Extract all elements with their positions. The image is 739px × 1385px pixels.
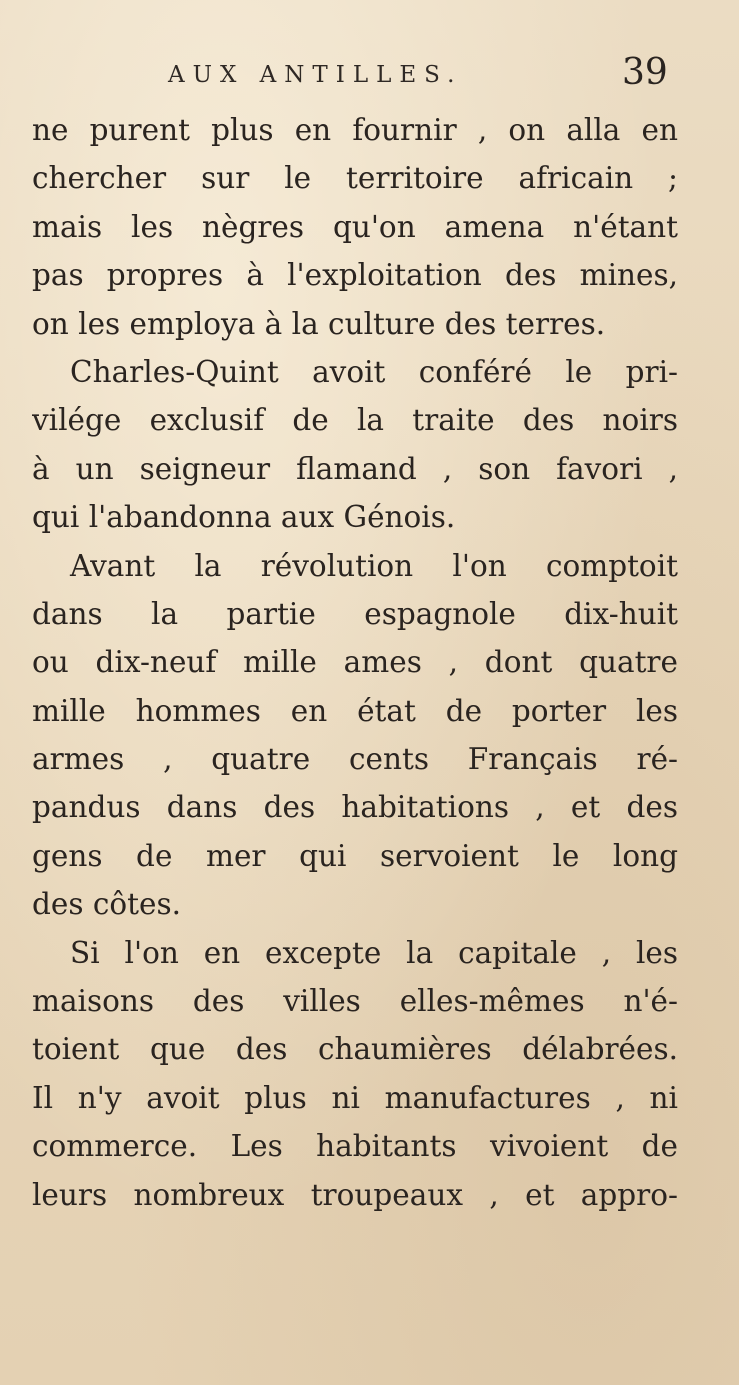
paragraph-start-line: Si l'on en excepte la capitale , les	[70, 935, 678, 970]
text-line: mais les nègres qu'on amena n'étant	[32, 209, 678, 244]
body-text	[32, 106, 678, 1219]
text-line: des côtes.	[32, 887, 181, 922]
page-header	[0, 52, 739, 100]
text-line: à un seigneur flamand , son favori ,	[32, 451, 678, 486]
text-line: on les employa à la culture des terres.	[32, 306, 606, 341]
text-line: pandus dans des habitations , et des	[32, 790, 678, 825]
text-line: toient que des chaumières délabrées.	[32, 1032, 678, 1067]
paragraph-start-line: Avant la révolution l'on comptoit	[70, 548, 678, 583]
text-line: commerce. Les habitants vivoient de	[32, 1129, 678, 1164]
text-line: chercher sur le territoire africain ;	[32, 161, 678, 196]
text-line: dans la partie espagnole dix-huit	[32, 596, 678, 631]
text-line: Il n'y avoit plus ni manufactures , ni	[32, 1080, 678, 1115]
text-line: ne purent plus en fournir , on alla en	[32, 113, 678, 147]
text-line: qui l'abandonna aux Génois.	[32, 500, 456, 535]
text-line: maisons des villes elles-mêmes n'é-	[32, 984, 678, 1019]
running-head: AUX ANTILLES.	[168, 62, 463, 88]
paragraph-start-line: Charles-Quint avoit conféré le pri-	[70, 354, 678, 389]
text-line: ou dix-neuf mille ames , dont quatre	[32, 645, 678, 680]
text-line: mille hommes en état de porter les	[32, 693, 678, 728]
text-line: leurs nombreux troupeaux , et appro-	[32, 1177, 678, 1212]
text-line: gens de mer qui servoient le long	[32, 838, 678, 873]
page-number: 39	[622, 52, 668, 93]
text-line: vilége exclusif de la traite des noirs	[32, 403, 678, 438]
text-line: pas propres à l'exploitation des mines,	[32, 258, 678, 293]
text-line: armes , quatre cents Français ré-	[32, 742, 678, 777]
